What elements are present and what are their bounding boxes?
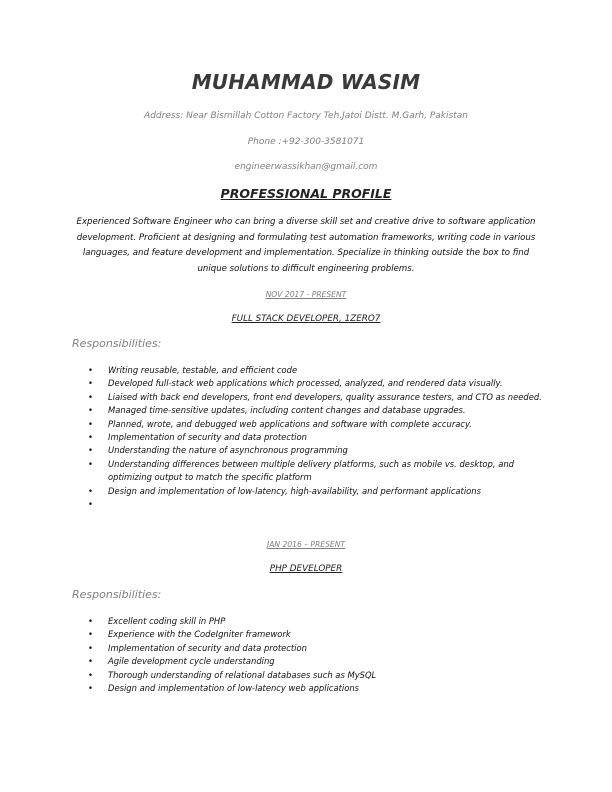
list-item: • Liaised with back end developers, front end developers, quality assurance testers, and CTO as needed. bbox=[88, 391, 548, 404]
list-item: • Thorough understanding of relational databases such as MySQL bbox=[88, 669, 548, 682]
list-item bbox=[88, 498, 548, 511]
phone-line: Phone :+92-300-3581071 bbox=[247, 137, 365, 147]
list-item: • Understanding differences between multiple delivery platforms, such as mobile vs. desktop, and optimizing output to match the specific platform bbox=[88, 458, 548, 485]
list-item: • Excellent coding skill in PHP bbox=[88, 615, 548, 628]
list-item: • Experience with the CodeIgniter framework bbox=[88, 628, 548, 641]
profile-summary: Experienced Software Engineer who can bring a diverse skill set and creative drive to software application development. Proficient at designing and formulating test automation frameworks, writing code in various languages, and feature development and implementation. Specialize in thinking outside the box to find unique solutions to difficult engineering problems. bbox=[76, 217, 536, 274]
job-dates: NOV 2017 - PRESENT bbox=[265, 290, 347, 299]
job-dates: JAN 2016 – PRESENT bbox=[266, 540, 346, 549]
email-line: engineerwassikhan@gmail.com bbox=[234, 162, 378, 172]
job-title: FULL STACK DEVELOPER, 1ZERO7 bbox=[231, 314, 381, 324]
list-item: • Managed time-sensitive updates, including content changes and database upgrades. bbox=[88, 404, 548, 417]
responsibilities-list bbox=[88, 615, 548, 695]
list-item: • Planned, wrote, and debugged web applications and software with complete accuracy. bbox=[88, 418, 548, 431]
responsibilities-list bbox=[88, 364, 548, 511]
list-item: • Design and implementation of low-latency web applications bbox=[88, 682, 548, 695]
responsibilities-heading: Responsibilities: bbox=[72, 588, 162, 601]
list-item: • Agile development cycle understanding bbox=[88, 655, 548, 668]
responsibilities-heading: Responsibilities: bbox=[72, 337, 162, 350]
job-title: PHP DEVELOPER bbox=[269, 564, 343, 574]
list-item: • Understanding the nature of asynchronous programming bbox=[88, 444, 548, 457]
list-item: • Design and implementation of low-latency, high-availability, and performant applications bbox=[88, 485, 548, 498]
list-item: • Implementation of security and data protection bbox=[88, 431, 548, 444]
list-item: • Developed full-stack web applications which processed, analyzed, and rendered data visually. bbox=[88, 377, 548, 390]
list-item: • Writing reusable, testable, and efficient code bbox=[88, 364, 548, 377]
candidate-name: MUHAMMAD WASIM bbox=[191, 70, 421, 94]
profile-heading: PROFESSIONAL PROFILE bbox=[220, 186, 392, 201]
address-line: Address: Near Bismillah Cotton Factory Teh.Jatoi Distt. M.Garh, Pakistan bbox=[144, 111, 468, 121]
list-item: • Implementation of security and data protection bbox=[88, 642, 548, 655]
